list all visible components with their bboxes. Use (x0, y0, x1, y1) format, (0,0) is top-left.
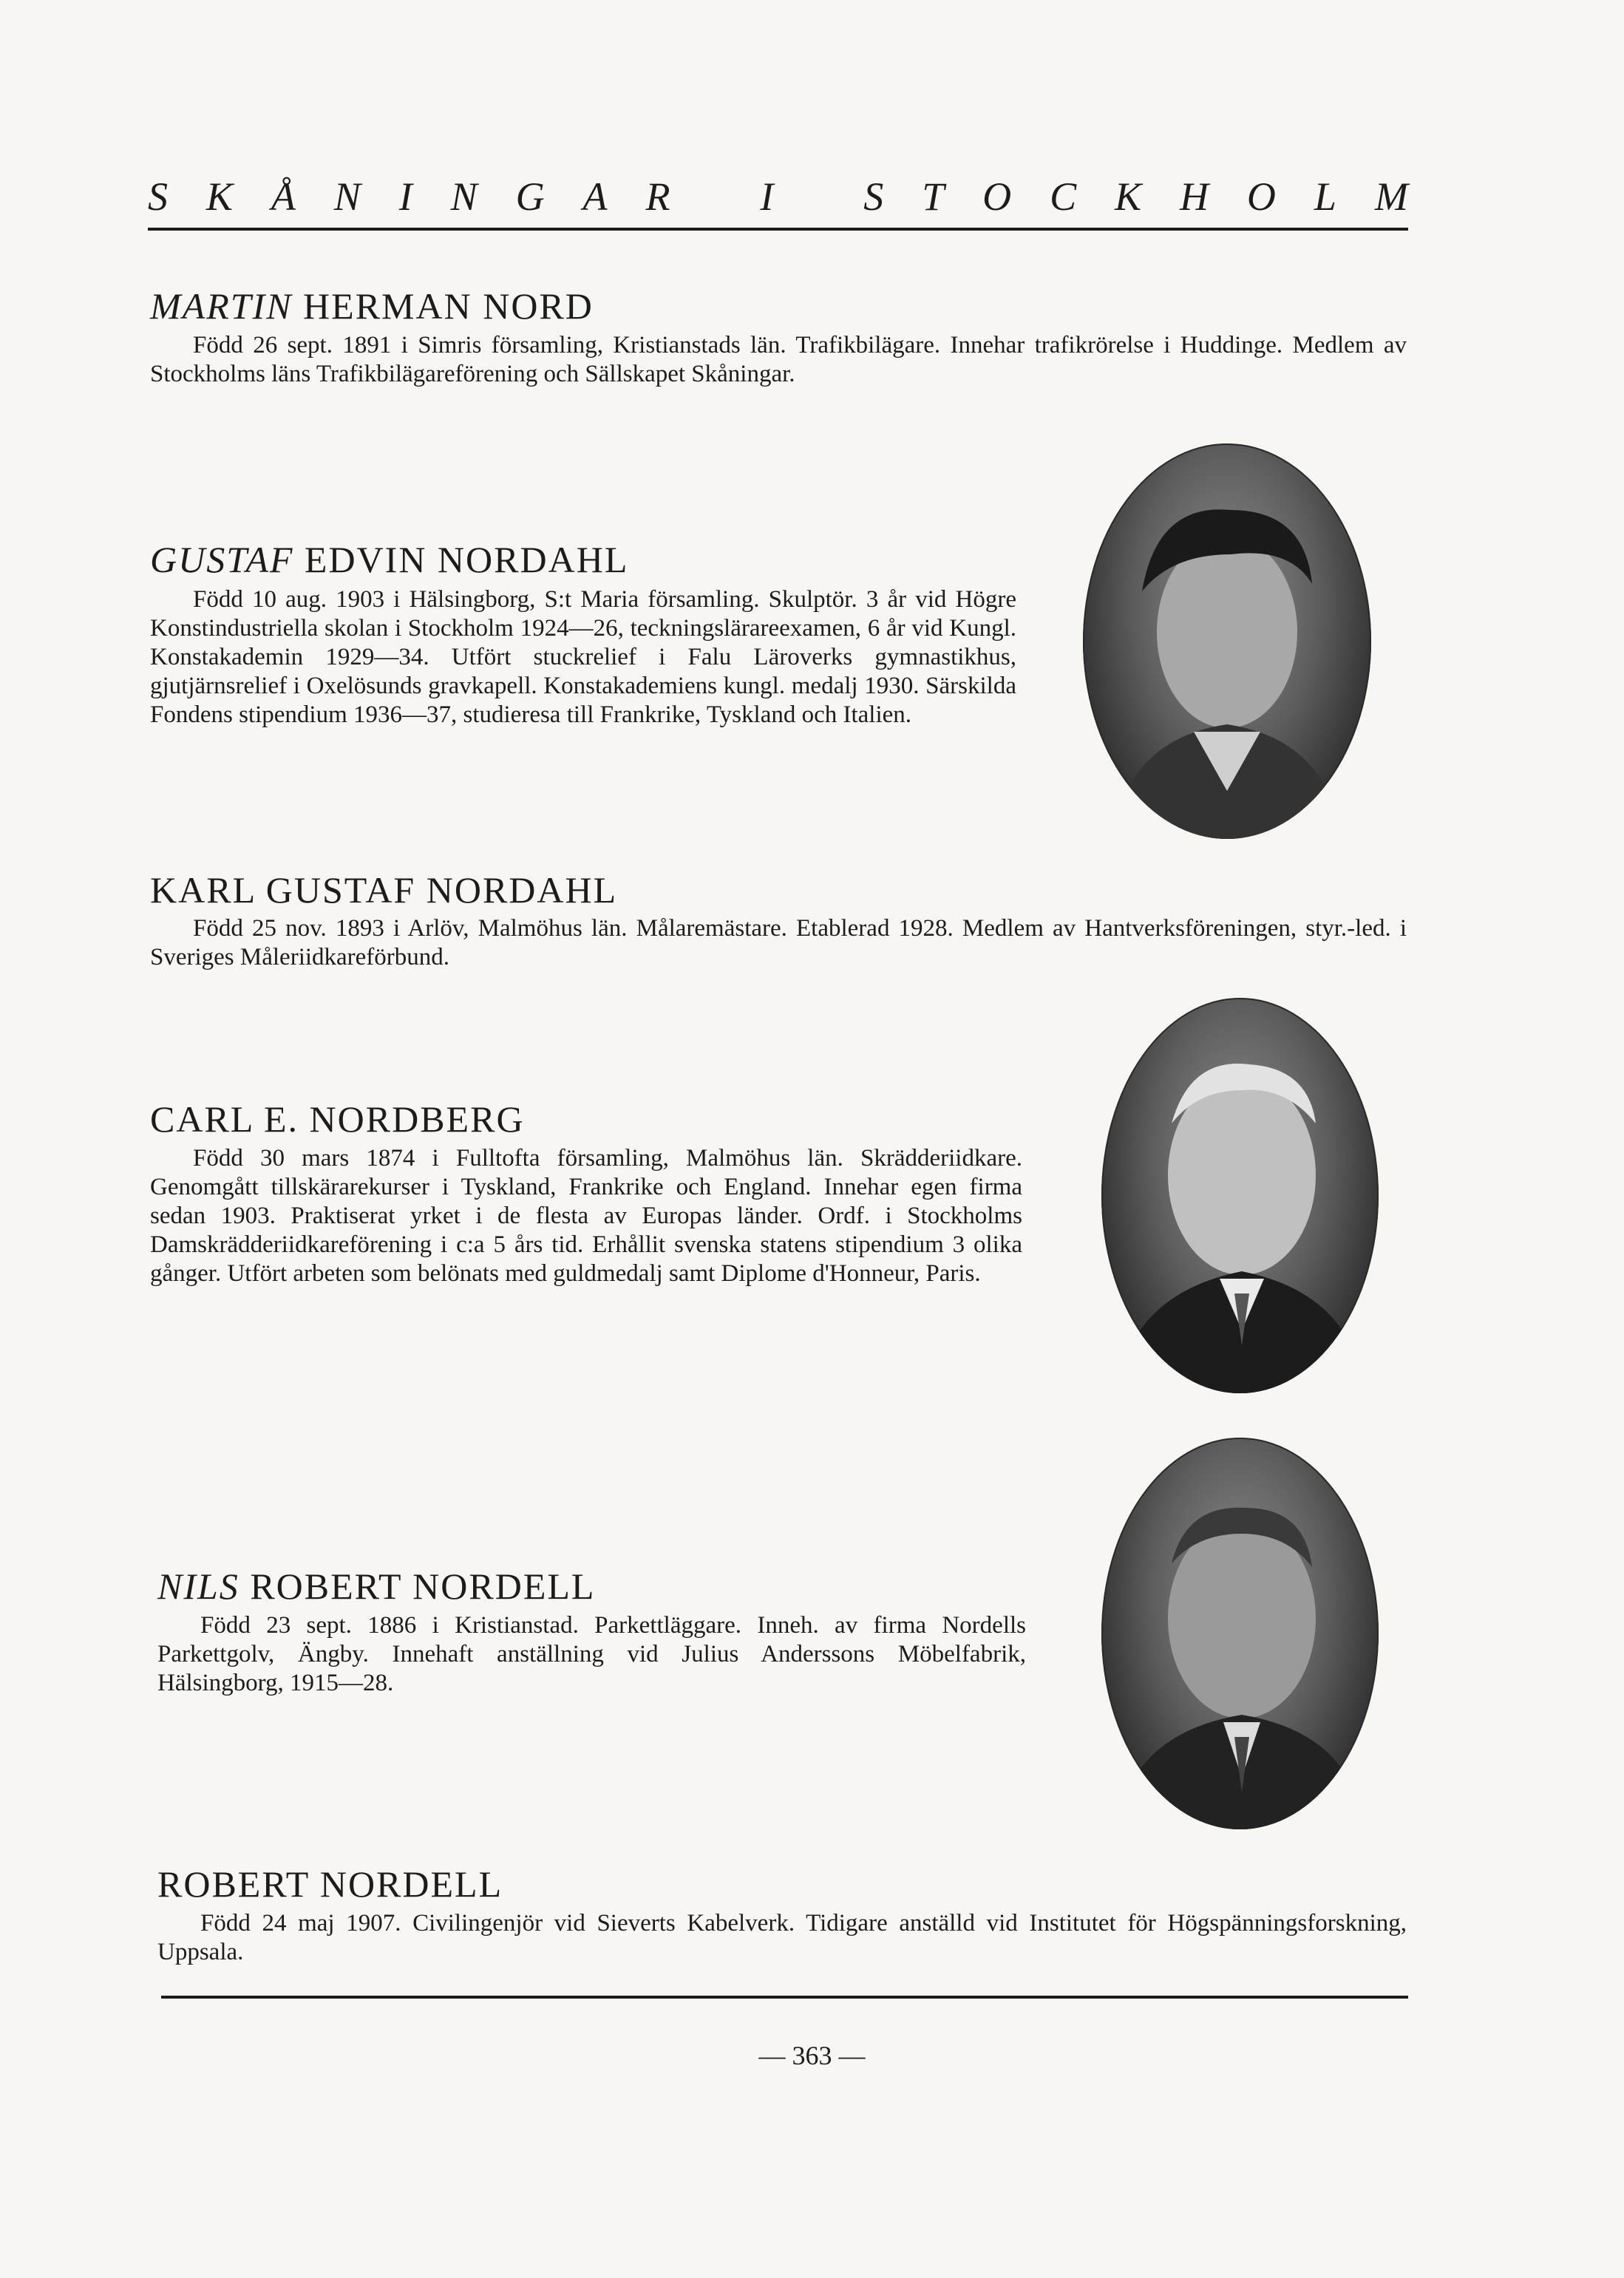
header-letter: K (1115, 174, 1142, 219)
page-number: — 363 — (758, 2041, 866, 2070)
header-letter: N (450, 174, 478, 219)
entry-given-name: NILS (157, 1565, 239, 1607)
entry-text: Född 30 mars 1874 i Fulltofta församling, Malmöhus län. Skrädderiidkare. Genomgått tillskärarekurser i Tyskland, Frankrike och England. Innehar egen firma sedan 1903. Praktiserat yrket i de flesta av Europas länder. Ordf. i Stockholms Damskrädderiidkareförening i c:a 5 års tid. Erhållit svenska statens stipendium 3 olika gånger. Utfört arbeten som belönats med guldmedalj samt Diplome d'Honneur, Paris. (150, 1145, 1022, 1287)
header-letter: A (582, 174, 608, 219)
header-letter: I (760, 174, 774, 219)
entry-given-name: MARTIN (150, 285, 293, 327)
header-letter: O (982, 174, 1012, 219)
header-letter: C (1050, 174, 1077, 219)
header-letter: N (333, 174, 361, 219)
portrait-photo (1083, 443, 1371, 839)
header-letter: R (645, 174, 670, 219)
running-header (148, 174, 1408, 220)
entry-name: CARL E. NORDBERG (150, 1098, 525, 1140)
portrait-photo (1101, 1438, 1379, 1829)
header-letter: M (1374, 174, 1408, 219)
entry-text: Född 24 maj 1907. Civilingenjör vid Sieverts Kabelverk. Tidigare anställd vid Institutet för Högspänningsforskning, Uppsala. (157, 1910, 1407, 1965)
entry-text: Född 23 sept. 1886 i Kristianstad. Parkettläggare. Inneh. av firma Nordells Parkettgolv, Ängby. Innehaft anställning vid Julius Anderssons Möbelfabrik, Hälsingborg, 1915—28. (157, 1612, 1026, 1696)
entry-name: ROBERT NORDELL (157, 1863, 503, 1905)
entry-given-name: GUSTAF (150, 539, 294, 580)
header-letter: K (205, 174, 233, 219)
footer-rule (161, 1996, 1408, 1999)
header-letter: I (398, 174, 412, 219)
entry-name (150, 538, 628, 581)
entry-surname: HERMAN NORD (303, 285, 594, 327)
entry-surname: ROBERT NORDELL (250, 1565, 596, 1607)
header-letter: S (863, 174, 884, 219)
entry-text: Född 26 sept. 1891 i Simris församling, Kristianstads län. Trafikbilägare. Innehar trafikrörelse i Huddinge. Medlem av Stockholms läns Trafikbilägareförening och Sällskapet Skåningar. (150, 332, 1407, 387)
portrait-photo (1101, 998, 1379, 1393)
entry-surname: EDVIN NORDAHL (304, 539, 629, 580)
entry-name (150, 285, 594, 327)
header-letter: S (148, 174, 168, 219)
entry-name: KARL GUSTAF NORDAHL (150, 869, 618, 911)
header-letter: H (1180, 174, 1209, 219)
header-letter: O (1246, 174, 1276, 219)
header-letter: T (922, 174, 945, 219)
entry-name (157, 1565, 595, 1608)
header-letter: G (515, 174, 545, 219)
entry-text: Född 10 aug. 1903 i Hälsingborg, S:t Maria församling. Skulptör. 3 år vid Högre Konstindustriella skolan i Stockholm 1924—26, teckningslärareexamen, 6 år vid Kungl. Konstakademin 1929—34. Utfört stuckrelief i Falu Läroverks gymnastikhus, gjutjärnsrelief i Oxelösunds gravkapell. Konstakademiens kungl. medalj 1930. Särskilda Fondens stipendium 1936—37, studieresa till Frankrike, Tyskland och Italien. (150, 586, 1016, 728)
header-rule (148, 228, 1408, 231)
header-letter: Å (271, 174, 296, 219)
header-letter: L (1314, 174, 1336, 219)
entry-text: Född 25 nov. 1893 i Arlöv, Malmöhus län. Målaremästare. Etablerad 1928. Medlem av Hantverksföreningen, styr.-led. i Sveriges Måleriidkareförbund. (150, 915, 1407, 970)
